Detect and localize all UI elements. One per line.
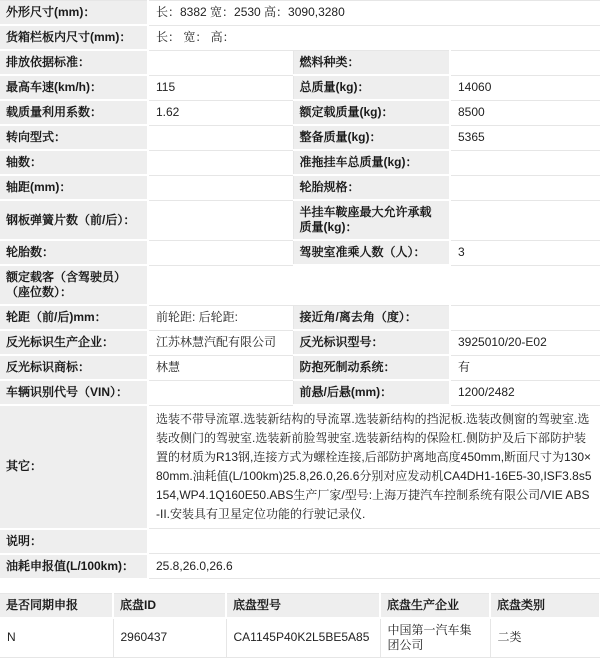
column-header: 底盘ID <box>113 593 226 618</box>
field-value <box>450 200 600 240</box>
column-header: 是否同期申报 <box>0 593 113 618</box>
field-value <box>148 265 600 305</box>
field-label: 反光标识生产企业： <box>0 330 148 355</box>
field-label: 其它： <box>0 405 148 529</box>
field-value <box>450 175 600 200</box>
field-value <box>450 305 600 330</box>
column-header: 底盘型号 <box>226 593 380 618</box>
chassis-header-row <box>0 593 600 618</box>
spec-row <box>0 1 600 26</box>
field-label: 货箱栏板内尺寸(mm)： <box>0 25 148 50</box>
field-label: 轮距（前/后)mm： <box>0 305 148 330</box>
field-label: 防抱死制动系统： <box>293 355 450 380</box>
field-label: 轮胎规格： <box>293 175 450 200</box>
column-header: 底盘生产企业 <box>380 593 490 618</box>
field-value <box>148 380 293 405</box>
spec-row <box>0 554 600 579</box>
field-label: 燃料种类： <box>293 50 450 75</box>
spec-row <box>0 50 600 75</box>
field-value: 115 <box>148 75 293 100</box>
field-value: 1200/2482 <box>450 380 600 405</box>
field-value <box>148 125 293 150</box>
spec-row <box>0 305 600 330</box>
field-label: 反光标识型号： <box>293 330 450 355</box>
spec-row <box>0 150 600 175</box>
field-value: 3 <box>450 240 600 265</box>
spec-row <box>0 100 600 125</box>
spec-row <box>0 240 600 265</box>
spec-row <box>0 265 600 305</box>
chassis-data-row <box>0 618 600 658</box>
field-label: 接近角/离去角（度）： <box>293 305 450 330</box>
field-label: 驾驶室准乘人数（人）： <box>293 240 450 265</box>
field-value <box>450 50 600 75</box>
field-value: 江苏林慧汽配有限公司 <box>148 330 293 355</box>
field-value: 3925010/20-E02 <box>450 330 600 355</box>
field-value <box>148 529 600 554</box>
field-label: 额定载质量(kg)： <box>293 100 450 125</box>
field-value: 5365 <box>450 125 600 150</box>
field-label: 外形尺寸(mm)： <box>0 1 148 26</box>
spec-row <box>0 175 600 200</box>
field-value: 前轮距: 后轮距: <box>148 305 293 330</box>
spec-row <box>0 529 600 554</box>
field-value <box>148 175 293 200</box>
field-value: 有 <box>450 355 600 380</box>
spec-row <box>0 125 600 150</box>
field-label: 反光标识商标： <box>0 355 148 380</box>
field-label: 额定载客（含驾驶员）（座位数）： <box>0 265 148 305</box>
field-label: 整备质量(kg)： <box>293 125 450 150</box>
field-label: 转向型式： <box>0 125 148 150</box>
field-value <box>148 150 293 175</box>
field-value: 1.62 <box>148 100 293 125</box>
field-label: 轴数： <box>0 150 148 175</box>
table-cell: 2960437 <box>113 618 226 658</box>
table-cell: N <box>0 618 113 658</box>
field-value: 林慧 <box>148 355 293 380</box>
field-label: 说明： <box>0 529 148 554</box>
field-value: 8500 <box>450 100 600 125</box>
field-value: 选装不带导流罩.选装新结构的导流罩.选装新结构的挡泥板.选装改侧窗的驾驶室.选装改侧门的驾驶室.选装新前脸驾驶室.选装新结构的保险杠.侧防护及后下部防护装置的材质为R13钢,连接方式为螺栓连接,后部防护离地高度450mm,断面尺寸为130×80mm.油耗值(L/100km)25.8,26.0,26.6分别对应发动机CA4DH1-16E5-30,ISF3.8s5154,WP4.1Q160E50.ABS生产厂家/型号:上海万捷汽车控制系统有限公司/VIE ABS-II.安装具有卫星定位功能的行驶记录仪. <box>148 405 600 529</box>
field-value: 长： 宽： 高： <box>148 25 600 50</box>
column-header: 底盘类别 <box>490 593 600 618</box>
field-label: 车辆识别代号（VIN）： <box>0 380 148 405</box>
chassis-table <box>0 593 600 658</box>
field-label: 准拖挂车总质量(kg)： <box>293 150 450 175</box>
field-label: 最高车速(km/h)： <box>0 75 148 100</box>
table-cell: CA1145P40K2L5BE5A85 <box>226 618 380 658</box>
field-value: 25.8,26.0,26.6 <box>148 554 600 579</box>
spec-row <box>0 355 600 380</box>
field-label: 轴距(mm)： <box>0 175 148 200</box>
field-value <box>148 200 293 240</box>
field-value: 长：8382 宽：2530 高：3090,3280 <box>148 1 600 26</box>
spec-row <box>0 75 600 100</box>
field-value <box>450 150 600 175</box>
field-label: 载质量利用系数： <box>0 100 148 125</box>
field-value <box>148 240 293 265</box>
field-value: 14060 <box>450 75 600 100</box>
field-label: 半挂车鞍座最大允许承载质量(kg)： <box>293 200 450 240</box>
field-label: 轮胎数： <box>0 240 148 265</box>
field-label: 排放依据标准： <box>0 50 148 75</box>
spec-row <box>0 330 600 355</box>
table-cell: 二类 <box>490 618 600 658</box>
spec-row <box>0 380 600 405</box>
field-label: 总质量(kg)： <box>293 75 450 100</box>
field-label: 前悬/后悬(mm)： <box>293 380 450 405</box>
field-label: 油耗申报值(L/100km)： <box>0 554 148 579</box>
field-label: 钢板弹簧片数（前/后）： <box>0 200 148 240</box>
field-value <box>148 50 293 75</box>
table-cell: 中国第一汽车集团公司 <box>380 618 490 658</box>
spec-row <box>0 200 600 240</box>
spec-row <box>0 25 600 50</box>
spec-row-other <box>0 405 600 529</box>
